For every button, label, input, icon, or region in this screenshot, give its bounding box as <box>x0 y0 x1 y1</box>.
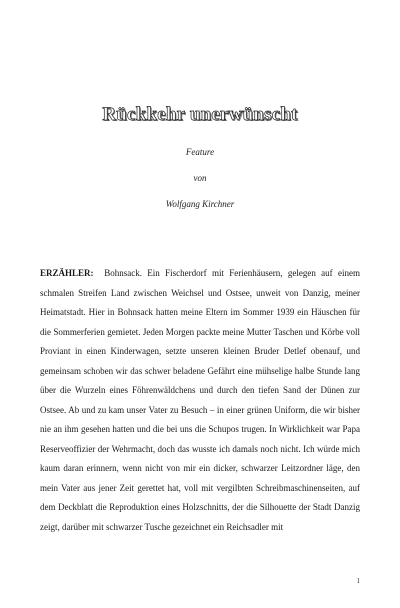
narrator-paragraph <box>40 264 360 537</box>
document-genre: Feature <box>185 147 215 157</box>
page-number: 1 <box>356 577 360 585</box>
speaker-label: ERZÄHLER: <box>40 268 94 278</box>
document-author: Wolfgang Kirchner <box>165 199 235 209</box>
document-title: Rückkehr unerwünscht <box>102 104 298 125</box>
paragraph-text: Bohnsack. Ein Fischerdorf mit Ferienhäusern, gelegen auf einem schmalen Streifen Land zwischen Weichsel und Ostsee, unweit von Danzig, meiner Heimatstadt. Hier in Bohnsack hatten meine Eltern im Sommer 1939 ein Häuschen für die Sommerferien gemietet. Jeden Morgen packte meine Mutter Taschen und Körbe voll Proviant in einen Kinderwagen, setzte unseren kleinen Bruder Detlef obenauf, und gemeinsam schoben wir das schwer beladene Gefährt eine mühselige halbe Stunde lang über die Wurzeln eines Föhrenwäldchens und durch den tiefen Sand der Dünen zur Ostsee. Ab und zu kam unser Vater zu Besuch – in einer grünen Uniform, die wir bisher nie an ihm gesehen hatten und die bei uns die Schupos trugen. In Wirklichkeit war Papa Reserveoffizier der Wehrmacht, doch das wusste ich damals noch nicht. Ich würde mich kaum daran erinnern, wenn nicht von mir ein dicker, schwarzer Leitzordner läge, den mein Vater aus jener Zeit gerettet hat, voll mit vergilbten Schreibmaschinenseiten, auf dem Deckblatt die Reproduktion eines Holzschnitts, der die Silhouette der Stadt Danzig zeigt, darüber mit schwarzer Tusche gezeichnet ein Reichsadler mit <box>40 268 361 532</box>
author-preposition: von <box>193 173 207 183</box>
